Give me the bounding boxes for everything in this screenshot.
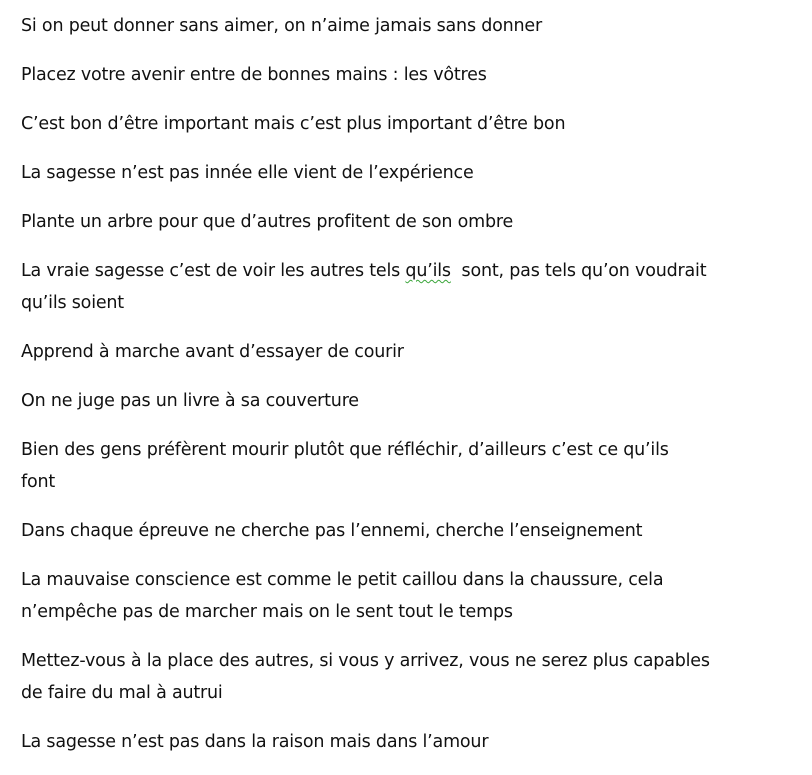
quote-paragraph (21, 206, 781, 238)
quote-line: Plante un arbre pour que d’autres profitent de son ombre (21, 212, 514, 232)
quote-paragraph (21, 108, 781, 140)
quote-paragraph (21, 336, 781, 368)
quote-line: Placez votre avenir entre de bonnes mains : les vôtres (21, 65, 487, 85)
quote-line: Mettez-vous à la place des autres, si vous y arrivez, vous ne serez plus capables (21, 651, 710, 671)
quote-line: C’est bon d’être important mais c’est plus important d’être bon (21, 114, 566, 134)
quote-paragraph (21, 255, 781, 319)
quote-line: La sagesse n’est pas innée elle vient de l’expérience (21, 163, 474, 183)
quote-paragraph (21, 157, 781, 189)
quote-paragraph (21, 10, 781, 42)
quote-paragraph (21, 726, 781, 758)
quote-line: La mauvaise conscience est comme le petit caillou dans la chaussure, cela (21, 570, 664, 590)
quote-paragraph (21, 59, 781, 91)
quote-line: font (21, 472, 56, 492)
quote-line: On ne juge pas un livre à sa couverture (21, 391, 359, 411)
quote-line: n’empêche pas de marcher mais on le sent tout le temps (21, 602, 513, 622)
quote-line: La sagesse n’est pas dans la raison mais dans l’amour (21, 732, 489, 752)
quote-paragraph (21, 434, 781, 498)
quote-line: Bien des gens préfèrent mourir plutôt que réfléchir, d’ailleurs c’est ce qu’ils (21, 440, 669, 460)
quote-line: Apprend à marche avant d’essayer de courir (21, 342, 404, 362)
quote-line: Dans chaque épreuve ne cherche pas l’ennemi, cherche l’enseignement (21, 521, 643, 541)
quote-line: de faire du mal à autrui (21, 683, 223, 703)
quote-text: sont, pas tels qu’on voudrait (450, 261, 707, 281)
quote-paragraph (21, 515, 781, 547)
quote-paragraph (21, 645, 781, 709)
spellcheck-marked-word[interactable]: qu’ils (405, 261, 451, 281)
quote-paragraph (21, 385, 781, 417)
document-body (21, 10, 781, 775)
quote-line: Si on peut donner sans aimer, on n’aime jamais sans donner (21, 16, 542, 36)
quote-paragraph (21, 564, 781, 628)
quote-text: La vraie sagesse c’est de voir les autres tels (21, 261, 406, 281)
quote-line: qu’ils soient (21, 293, 124, 313)
quote-line (21, 255, 781, 287)
